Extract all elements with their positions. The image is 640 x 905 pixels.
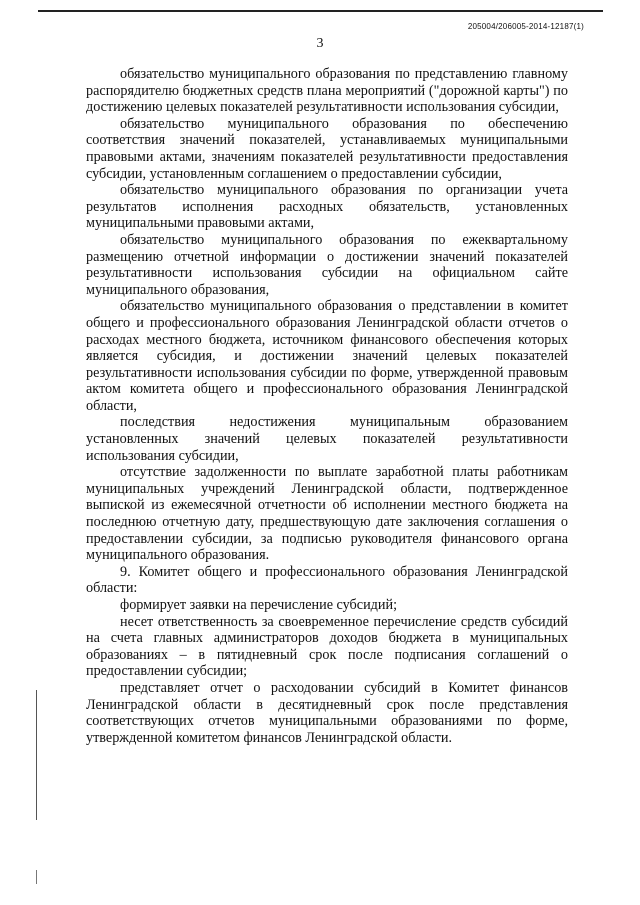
scan-margin-tick: [36, 870, 37, 884]
paragraph-4: обязательство муниципального образования по ежеквартальному размещению отчетной информации о достижении значений показателей результативности использования субсидии на официальном сайте муниципального образования,: [86, 231, 568, 298]
scan-margin-line: [36, 690, 37, 820]
paragraph-10: несет ответственность за своевременное перечисление средств субсидий на счета главных администраторов доходов бюджета в муниципальных образованиях – в пятидневный срок после подписания соглашений о предоставлении субсидии;: [86, 613, 568, 680]
paragraph-1: обязательство муниципального образования по представлению главному распорядителю бюджетных средств плана мероприятий ("дорожной карты") по достижению целевых показателей результативности использования субсидии,: [86, 66, 568, 116]
paragraph-11: представляет отчет о расходовании субсидий в Комитет финансов Ленинградской области в десятидневный срок после представления соответствующих отчетов муниципальными образованиями по форме, утвержденной комитетом финансов Ленинградской области.: [86, 679, 568, 746]
paragraph-9: формирует заявки на перечисление субсидий;: [120, 597, 398, 613]
paragraph-7: отсутствие задолженности по выплате заработной платы работникам муниципальных учреждений Ленинградской области, подтвержденное выпиской из ежемесячной отчетности об исполнении местного бюджета на последнюю отчетную дату, предшествующую дате заключения соглашения о предоставлении субсидии, за подписью руководителя финансового органа муниципального образования.: [86, 464, 568, 564]
document-body: [86, 66, 568, 746]
paragraph-6: последствия недостижения муниципальным образованием установленных значений целевых показателей результативности использования субсидии,: [86, 414, 568, 464]
document-code: 205004/206005-2014-12187(1): [467, 22, 584, 31]
top-rule: [38, 10, 603, 12]
page-number: 3: [316, 36, 324, 51]
paragraph-2: обязательство муниципального образования по обеспечению соответствия значений показателей, устанавливаемых муниципальными правовыми актами, значениям показателей результативности предоставления субсидии, установленным соглашением о предоставлении субсидии,: [86, 115, 568, 182]
paragraph-8: 9. Комитет общего и профессионального образования Ленинградской области:: [86, 563, 568, 597]
paragraph-3: обязательство муниципального образования по организации учета результатов исполнения расходных обязательств, установленных муниципальными правовыми актами,: [86, 182, 568, 232]
paragraph-5: обязательство муниципального образования о представлении в комитет общего и профессионального образования Ленинградской области отчетов о расходах местного бюджета, источником финансового обеспечения которых является субсидия, и достижении значений целевых показателей результативности использования субсидии по форме, утвержденной правовым актом комитета общего и профессионального образования Ленинградской области,: [86, 298, 568, 414]
